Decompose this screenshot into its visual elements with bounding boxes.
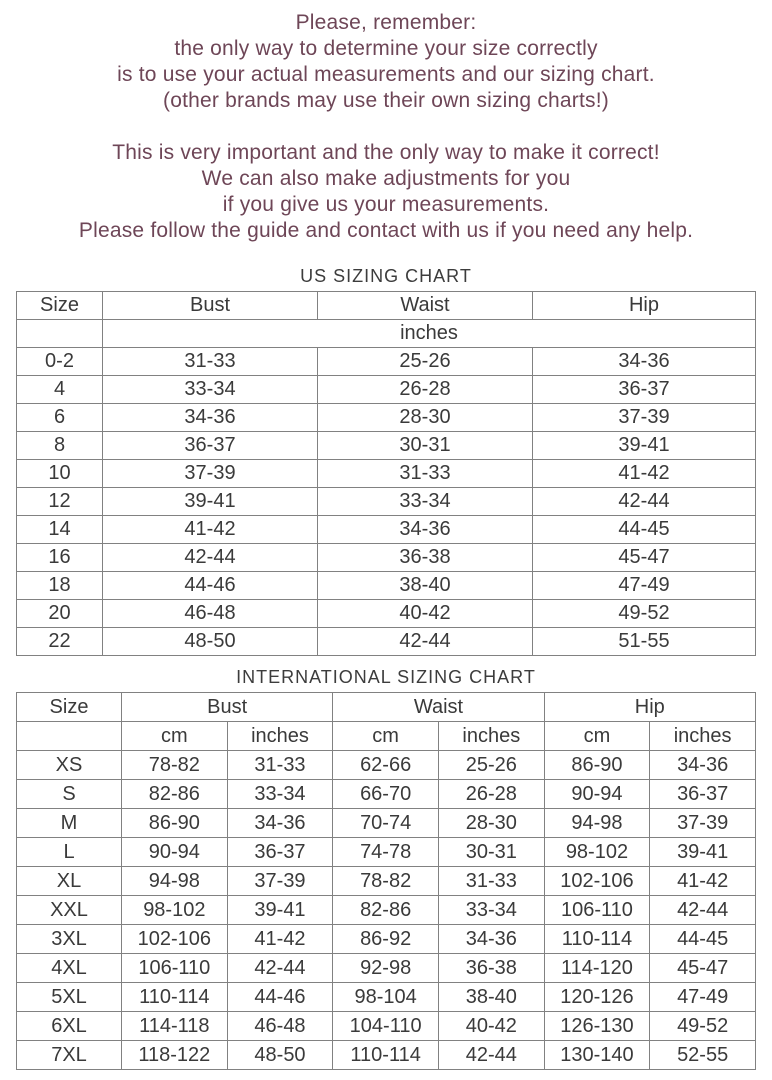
column-header-hip: Hip	[544, 693, 755, 722]
table-row	[17, 628, 756, 656]
table-row	[17, 544, 756, 572]
size-cell: 12	[17, 488, 103, 516]
measurement-cell: 120-126	[544, 983, 650, 1012]
measurement-cell: 48-50	[103, 628, 318, 656]
measurement-cell: 40-42	[318, 600, 533, 628]
intro-line: We can also make adjustments for you	[201, 167, 571, 190]
size-cell: XXL	[17, 896, 122, 925]
measurement-cell: 34-36	[533, 348, 756, 376]
column-header-bust: Bust	[103, 292, 318, 320]
intro-line: Please, remember:	[295, 11, 477, 34]
intro-line: Please follow the guide and contact with us if you need any help.	[78, 219, 694, 242]
size-cell: 18	[17, 572, 103, 600]
measurement-cell: 31-33	[318, 460, 533, 488]
table-row	[17, 460, 756, 488]
measurement-cell: 37-39	[227, 867, 333, 896]
measurement-cell: 90-94	[544, 780, 650, 809]
size-cell: M	[17, 809, 122, 838]
measurement-cell: 114-120	[544, 954, 650, 983]
measurement-cell: 126-130	[544, 1012, 650, 1041]
table-header-row	[17, 693, 756, 722]
measurement-cell: 38-40	[438, 983, 544, 1012]
measurement-cell: 46-48	[103, 600, 318, 628]
size-cell: 10	[17, 460, 103, 488]
measurement-cell: 31-33	[103, 348, 318, 376]
intro-section	[0, 10, 772, 244]
measurement-cell: 94-98	[544, 809, 650, 838]
measurement-cell: 46-48	[227, 1012, 333, 1041]
measurement-cell: 39-41	[227, 896, 333, 925]
measurement-cell: 25-26	[318, 348, 533, 376]
size-cell: 4XL	[17, 954, 122, 983]
measurement-cell: 90-94	[122, 838, 228, 867]
measurement-cell: 98-102	[544, 838, 650, 867]
measurement-cell: 33-34	[438, 896, 544, 925]
measurement-cell: 42-44	[318, 628, 533, 656]
measurement-cell: 78-82	[333, 867, 439, 896]
measurement-cell: 49-52	[650, 1012, 756, 1041]
measurement-cell: 86-92	[333, 925, 439, 954]
column-header-bust: Bust	[122, 693, 333, 722]
measurement-cell: 33-34	[318, 488, 533, 516]
measurement-cell: 51-55	[533, 628, 756, 656]
intro-line: (other brands may use their own sizing charts!)	[163, 89, 609, 112]
measurement-cell: 92-98	[333, 954, 439, 983]
unit-label-inches: inches	[227, 722, 333, 751]
measurement-cell: 34-36	[650, 751, 756, 780]
measurement-cell: 37-39	[650, 809, 756, 838]
empty-cell	[17, 722, 122, 751]
measurement-cell: 102-106	[122, 925, 228, 954]
size-cell: 8	[17, 432, 103, 460]
table-row	[17, 1012, 756, 1041]
table-row	[17, 925, 756, 954]
measurement-cell: 102-106	[544, 867, 650, 896]
intl-table-header	[17, 693, 756, 751]
measurement-cell: 44-46	[103, 572, 318, 600]
measurement-cell: 45-47	[650, 954, 756, 983]
measurement-cell: 94-98	[122, 867, 228, 896]
measurement-cell: 36-37	[533, 376, 756, 404]
measurement-cell: 104-110	[333, 1012, 439, 1041]
size-cell: 7XL	[17, 1041, 122, 1070]
measurement-cell: 34-36	[318, 516, 533, 544]
measurement-cell: 44-45	[650, 925, 756, 954]
measurement-cell: 130-140	[544, 1041, 650, 1070]
measurement-cell: 110-114	[544, 925, 650, 954]
measurement-cell: 26-28	[438, 780, 544, 809]
measurement-cell: 41-42	[227, 925, 333, 954]
column-header-hip: Hip	[533, 292, 756, 320]
size-cell: 6	[17, 404, 103, 432]
table-row	[17, 896, 756, 925]
unit-label-cm: cm	[122, 722, 228, 751]
size-cell: 4	[17, 376, 103, 404]
us-table-header	[17, 292, 756, 348]
unit-label-cm: cm	[333, 722, 439, 751]
measurement-cell: 98-102	[122, 896, 228, 925]
table-header-row	[17, 292, 756, 320]
intro-paragraph-1	[0, 10, 772, 114]
unit-label-inches: inches	[103, 320, 756, 348]
measurement-cell: 39-41	[533, 432, 756, 460]
measurement-cell: 34-36	[103, 404, 318, 432]
measurement-cell: 38-40	[318, 572, 533, 600]
measurement-cell: 37-39	[103, 460, 318, 488]
measurement-cell: 118-122	[122, 1041, 228, 1070]
unit-label-cm: cm	[544, 722, 650, 751]
unit-row	[17, 722, 756, 751]
table-row	[17, 983, 756, 1012]
intl-chart-title: INTERNATIONAL SIZING CHART	[236, 667, 536, 687]
measurement-cell: 36-37	[227, 838, 333, 867]
size-cell: 14	[17, 516, 103, 544]
measurement-cell: 62-66	[333, 751, 439, 780]
intro-line: This is very important and the only way to make it correct!	[112, 141, 660, 164]
measurement-cell: 36-38	[318, 544, 533, 572]
table-row	[17, 488, 756, 516]
unit-label-inches: inches	[438, 722, 544, 751]
measurement-cell: 34-36	[227, 809, 333, 838]
intro-line: if you give us your measurements.	[222, 193, 550, 216]
measurement-cell: 114-118	[122, 1012, 228, 1041]
measurement-cell: 39-41	[103, 488, 318, 516]
size-cell: 22	[17, 628, 103, 656]
intl-table-body	[17, 751, 756, 1070]
size-cell: S	[17, 780, 122, 809]
table-row	[17, 751, 756, 780]
table-row	[17, 404, 756, 432]
measurement-cell: 47-49	[533, 572, 756, 600]
measurement-cell: 86-90	[544, 751, 650, 780]
column-header-size: Size	[17, 292, 103, 320]
measurement-cell: 41-42	[533, 460, 756, 488]
measurement-cell: 31-33	[438, 867, 544, 896]
unit-label-inches: inches	[650, 722, 756, 751]
table-row	[17, 838, 756, 867]
measurement-cell: 82-86	[122, 780, 228, 809]
size-cell: 3XL	[17, 925, 122, 954]
table-row	[17, 867, 756, 896]
measurement-cell: 42-44	[103, 544, 318, 572]
measurement-cell: 41-42	[103, 516, 318, 544]
table-row	[17, 432, 756, 460]
size-cell: 0-2	[17, 348, 103, 376]
measurement-cell: 42-44	[650, 896, 756, 925]
measurement-cell: 34-36	[438, 925, 544, 954]
measurement-cell: 42-44	[438, 1041, 544, 1070]
measurement-cell: 86-90	[122, 809, 228, 838]
measurement-cell: 106-110	[122, 954, 228, 983]
table-row	[17, 809, 756, 838]
measurement-cell: 44-45	[533, 516, 756, 544]
intl-sizing-table	[16, 692, 756, 1070]
intro-line: the only way to determine your size correctly	[174, 37, 598, 60]
measurement-cell: 74-78	[333, 838, 439, 867]
intro-paragraph-2	[0, 140, 772, 244]
size-cell: 6XL	[17, 1012, 122, 1041]
measurement-cell: 37-39	[533, 404, 756, 432]
measurement-cell: 48-50	[227, 1041, 333, 1070]
unit-row	[17, 320, 756, 348]
table-row	[17, 1041, 756, 1070]
empty-cell	[17, 320, 103, 348]
measurement-cell: 31-33	[227, 751, 333, 780]
measurement-cell: 98-104	[333, 983, 439, 1012]
measurement-cell: 52-55	[650, 1041, 756, 1070]
table-row	[17, 348, 756, 376]
us-chart-title: US SIZING CHART	[300, 266, 472, 286]
measurement-cell: 25-26	[438, 751, 544, 780]
table-row	[17, 780, 756, 809]
column-header-waist: Waist	[318, 292, 533, 320]
table-row	[17, 600, 756, 628]
column-header-size: Size	[17, 693, 122, 722]
column-header-waist: Waist	[333, 693, 544, 722]
measurement-cell: 66-70	[333, 780, 439, 809]
size-cell: XL	[17, 867, 122, 896]
measurement-cell: 106-110	[544, 896, 650, 925]
measurement-cell: 82-86	[333, 896, 439, 925]
measurement-cell: 39-41	[650, 838, 756, 867]
measurement-cell: 36-37	[650, 780, 756, 809]
measurement-cell: 70-74	[333, 809, 439, 838]
size-cell: 16	[17, 544, 103, 572]
table-row	[17, 516, 756, 544]
measurement-cell: 33-34	[103, 376, 318, 404]
measurement-cell: 110-114	[122, 983, 228, 1012]
measurement-cell: 26-28	[318, 376, 533, 404]
table-row	[17, 572, 756, 600]
measurement-cell: 30-31	[438, 838, 544, 867]
measurement-cell: 41-42	[650, 867, 756, 896]
measurement-cell: 42-44	[533, 488, 756, 516]
measurement-cell: 42-44	[227, 954, 333, 983]
us-sizing-table	[16, 291, 756, 656]
measurement-cell: 44-46	[227, 983, 333, 1012]
measurement-cell: 36-37	[103, 432, 318, 460]
measurement-cell: 45-47	[533, 544, 756, 572]
size-cell: XS	[17, 751, 122, 780]
measurement-cell: 49-52	[533, 600, 756, 628]
size-cell: 20	[17, 600, 103, 628]
intro-line: is to use your actual measurements and our sizing chart.	[117, 63, 655, 86]
measurement-cell: 78-82	[122, 751, 228, 780]
us-table-body	[17, 348, 756, 656]
measurement-cell: 47-49	[650, 983, 756, 1012]
table-row	[17, 376, 756, 404]
measurement-cell: 40-42	[438, 1012, 544, 1041]
measurement-cell: 28-30	[438, 809, 544, 838]
size-cell: 5XL	[17, 983, 122, 1012]
measurement-cell: 110-114	[333, 1041, 439, 1070]
measurement-cell: 28-30	[318, 404, 533, 432]
size-cell: L	[17, 838, 122, 867]
table-row	[17, 954, 756, 983]
measurement-cell: 30-31	[318, 432, 533, 460]
measurement-cell: 33-34	[227, 780, 333, 809]
measurement-cell: 36-38	[438, 954, 544, 983]
